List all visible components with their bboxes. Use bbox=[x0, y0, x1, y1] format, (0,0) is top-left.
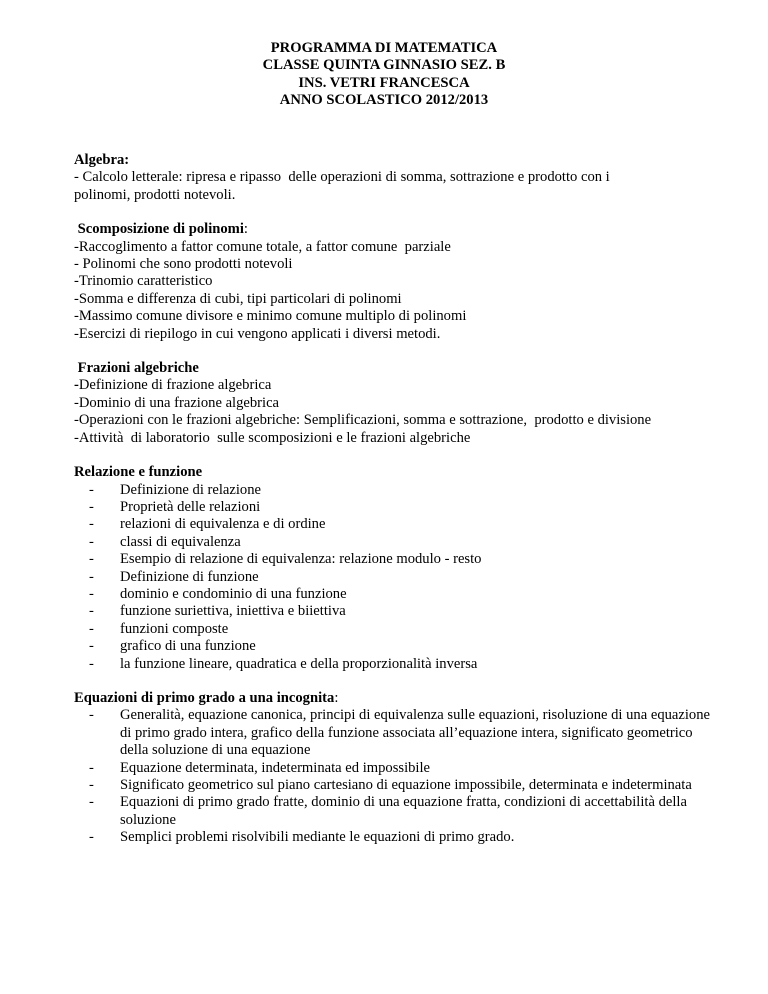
section-equazioni-colon: : bbox=[334, 689, 339, 706]
header-title: PROGRAMMA DI MATEMATICA bbox=[270, 40, 498, 56]
section-algebra-line: - Calcolo letterale: ripresa e ripasso delle operazioni di somma, sottrazione e prodotto con i bbox=[74, 169, 610, 186]
list-item: - funzioni composte bbox=[74, 621, 724, 638]
section-scomposizione-heading bbox=[74, 221, 724, 238]
list-item: - Definizione di relazione bbox=[74, 482, 724, 499]
list-item: - Proprietà delle relazioni bbox=[74, 499, 724, 516]
header-class: CLASSE QUINTA GINNASIO SEZ. B bbox=[262, 57, 506, 74]
section-frazioni-line bbox=[74, 377, 724, 394]
list-item: - Equazioni di primo grado fratte, dominio di una equazione fratta, condizioni di accettabilità della soluzione bbox=[74, 794, 724, 829]
list-item: - Definizione di funzione bbox=[74, 569, 724, 586]
list-item: - Significato geometrico sul piano cartesiano di equazione impossibile, determinata e indeterminata bbox=[74, 777, 724, 794]
section-frazioni-line: -Dominio di una frazione algebrica bbox=[74, 394, 280, 411]
section-equazioni-heading bbox=[74, 690, 724, 707]
section-relazione bbox=[74, 464, 724, 673]
section-algebra-line: polinomi, prodotti notevoli. bbox=[74, 186, 236, 203]
list-item: - Semplici problemi risolvibili mediante le equazioni di primo grado. bbox=[74, 829, 724, 846]
section-scomposizione-line: -Massimo comune divisore e minimo comune multiplo di polinomi bbox=[74, 308, 467, 325]
section-frazioni-line: -Operazioni con le frazioni algebriche: Semplificazioni, somma e sottrazione, prodotto e divisione bbox=[74, 412, 652, 429]
section-scomposizione-line: -Esercizi di riepilogo in cui vengono applicati i diversi metodi. bbox=[74, 325, 441, 342]
section-relazione-title: Relazione e funzione bbox=[74, 464, 203, 481]
section-algebra bbox=[74, 152, 724, 204]
section-scomposizione-line: -Somma e differenza di cubi, tipi particolari di polinomi bbox=[74, 290, 402, 307]
section-scomposizione-line: - Polinomi che sono prodotti notevoli bbox=[74, 256, 293, 273]
section-algebra-title: Algebra: bbox=[74, 152, 130, 168]
section-frazioni-title: Frazioni algebriche bbox=[74, 360, 199, 377]
list-item: - grafico di una funzione bbox=[74, 638, 724, 655]
document-header bbox=[0, 40, 768, 110]
list-item: - Equazione determinata, indeterminata ed impossibile bbox=[74, 760, 724, 777]
section-equazioni-list bbox=[74, 707, 724, 846]
section-frazioni-first-dash: - bbox=[74, 377, 79, 394]
header-teacher: INS. VETRI FRANCESCA bbox=[298, 74, 470, 91]
section-scomposizione-line: -Trinomio caratteristico bbox=[74, 273, 213, 290]
list-item: - funzione suriettiva, iniettiva e biiettiva bbox=[74, 603, 724, 620]
list-item: - classi di equivalenza bbox=[74, 534, 724, 551]
list-item: - Generalità, equazione canonica, principi di equivalenza sulle equazioni, risoluzione di una equazione di primo grado intera, grafico della funzione associata all’equazione intera, significato geometrico della soluzione di una equazione bbox=[74, 707, 724, 759]
header-school-year: ANNO SCOLASTICO 2012/2013 bbox=[279, 92, 489, 109]
list-item: - relazioni di equivalenza e di ordine bbox=[74, 516, 724, 533]
section-scomposizione-colon: : bbox=[243, 221, 248, 238]
section-frazioni bbox=[74, 360, 724, 447]
list-item: - Esempio di relazione di equivalenza: relazione modulo - resto bbox=[74, 551, 724, 568]
section-relazione-list bbox=[74, 482, 724, 673]
section-scomposizione-title: Scomposizione di polinomi bbox=[74, 221, 244, 238]
list-item: - la funzione lineare, quadratica e della proporzionalità inversa bbox=[74, 656, 724, 673]
section-frazioni-line: -Attività di laboratorio sulle scomposizioni e le frazioni algebriche bbox=[74, 429, 471, 446]
section-scomposizione bbox=[74, 221, 724, 343]
section-scomposizione-line: -Raccoglimento a fattor comune totale, a fattor comune parziale bbox=[74, 238, 451, 255]
section-equazioni-title: Equazioni di primo grado a una incognita bbox=[74, 689, 335, 706]
document-body bbox=[74, 152, 724, 847]
list-item: - dominio e condominio di una funzione bbox=[74, 586, 724, 603]
section-equazioni bbox=[74, 690, 724, 847]
section-frazioni-first-text: Definizione di frazione algebrica bbox=[78, 377, 272, 394]
